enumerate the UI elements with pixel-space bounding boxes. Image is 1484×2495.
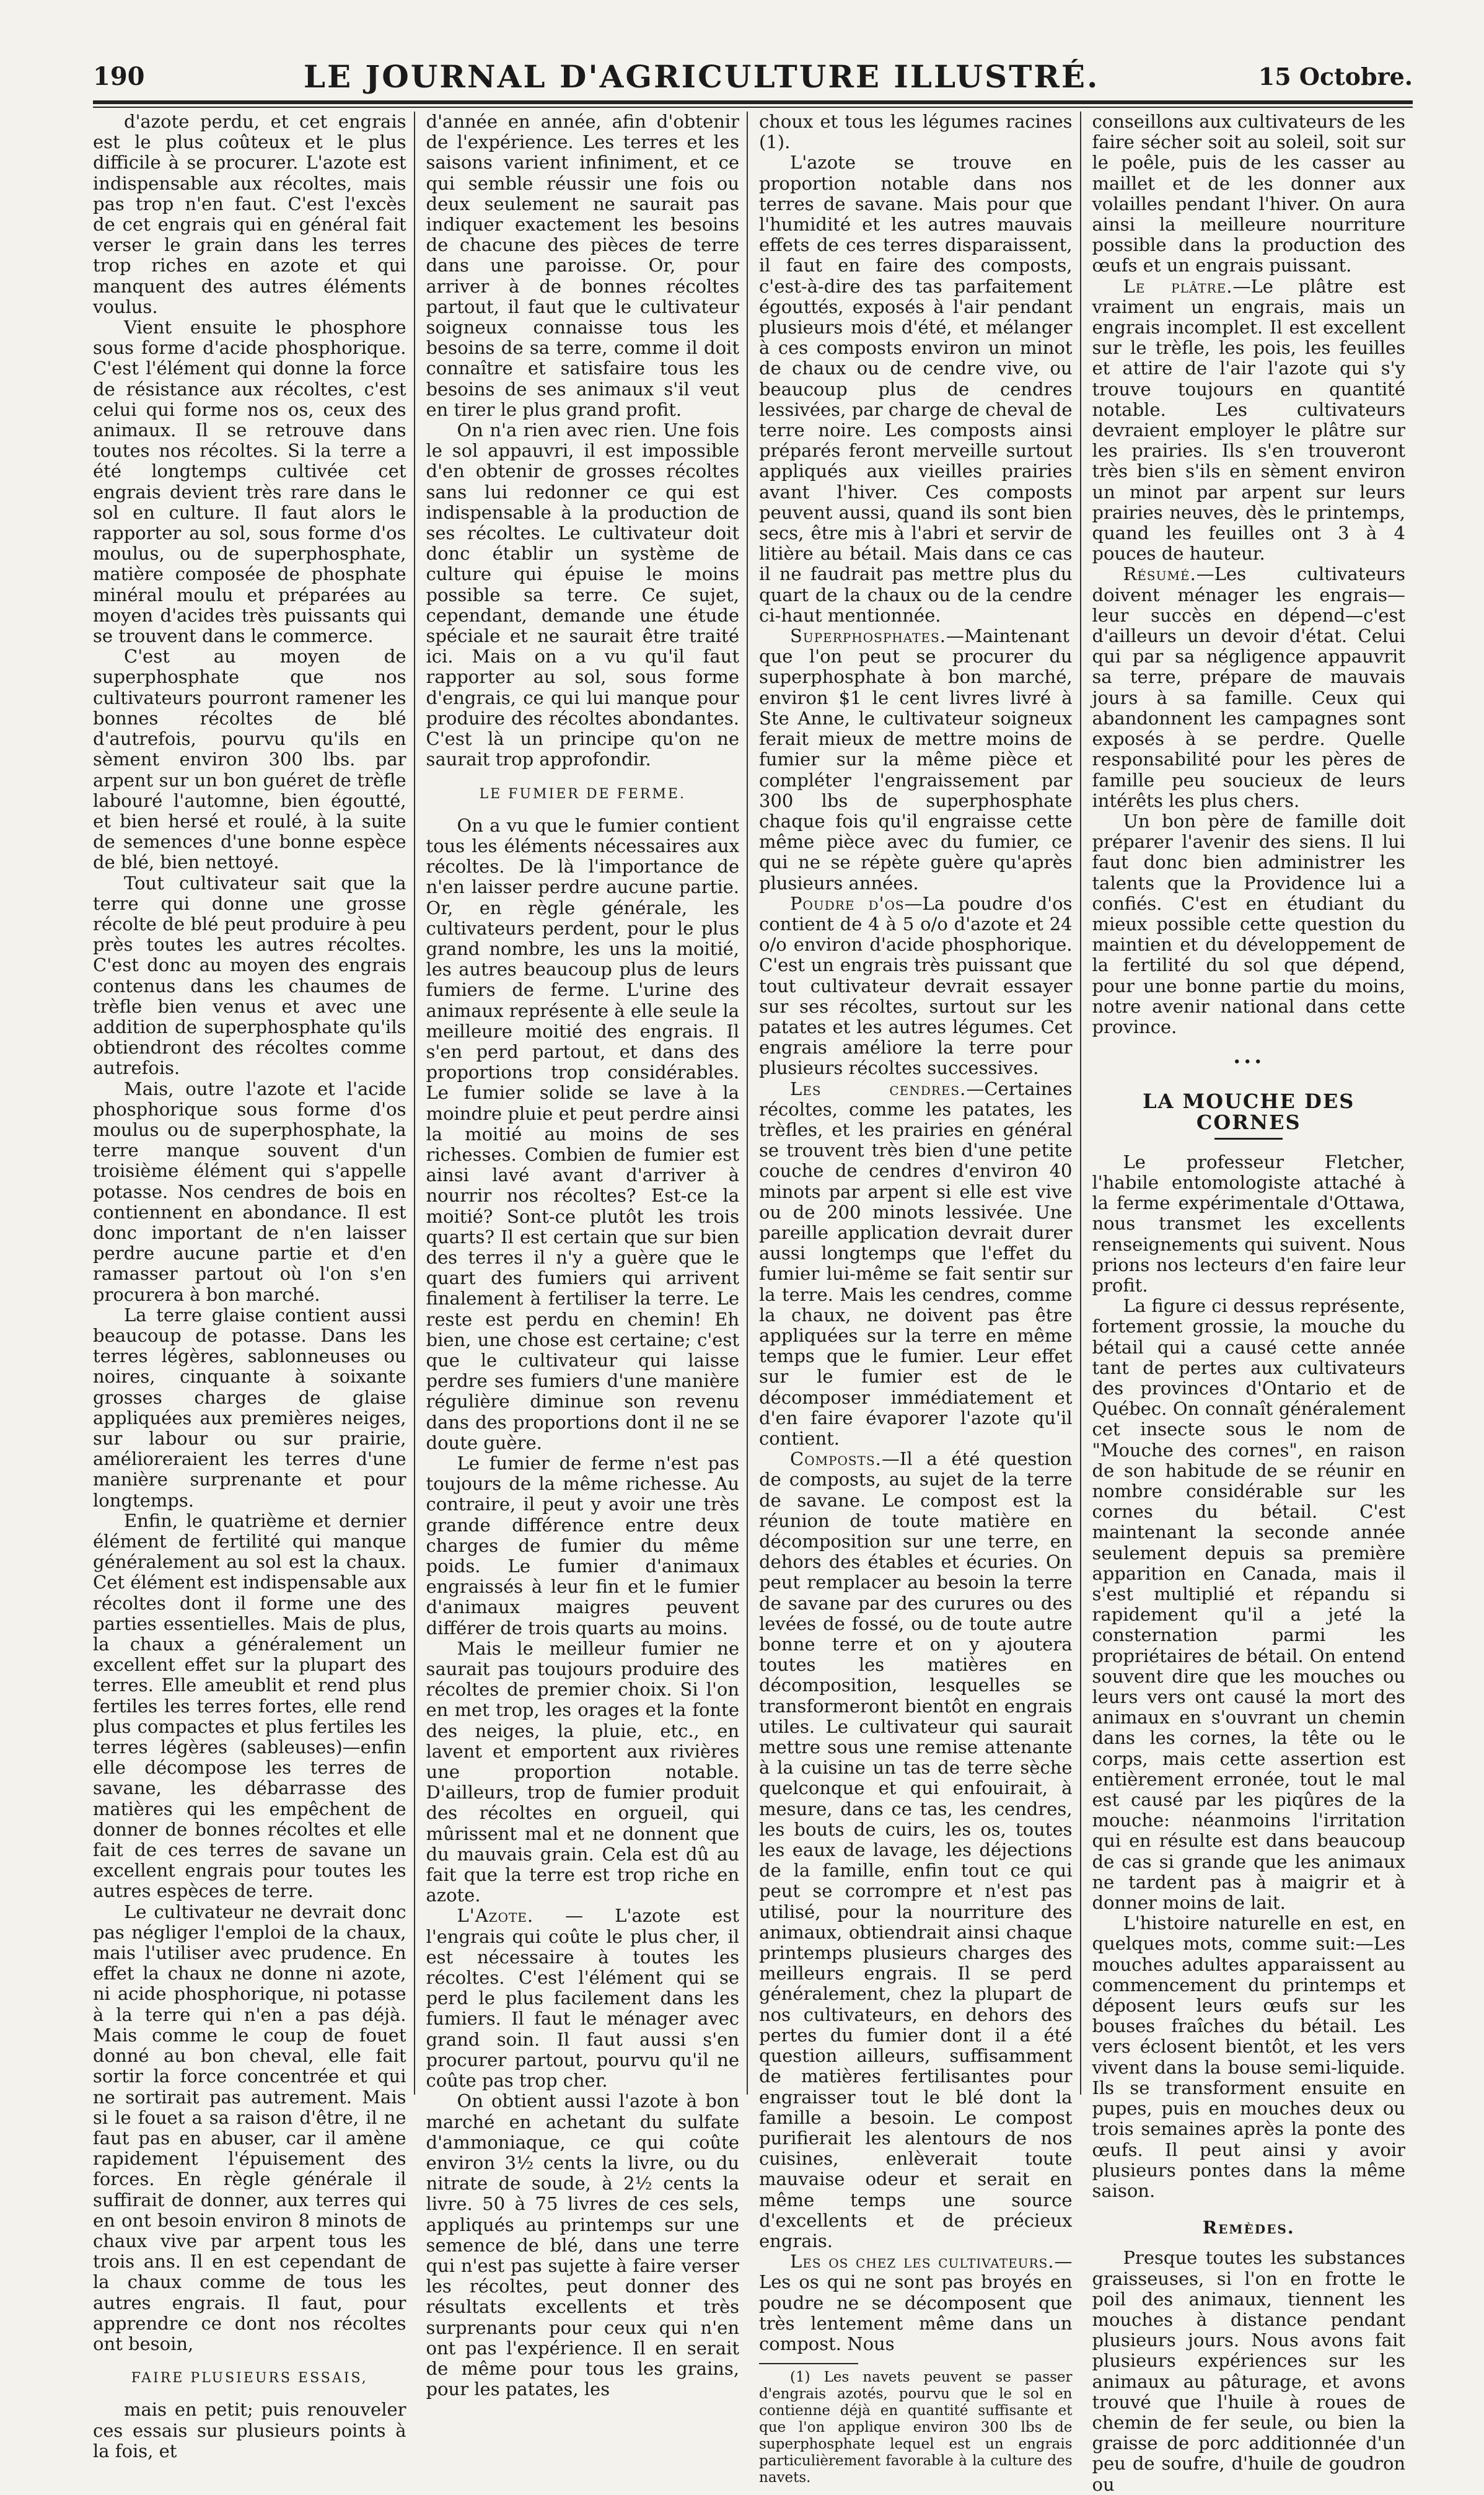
paragraph-text: —La poudre d'os contient de 4 à 5 o/o d'azote et 24 o/o environ d'acide phosphorique. C'est un engrais très puissant que tout cultivateur devrait essayer sur ses récoltes, surtout sur les patates et les autres légumes. Cet engrais améliore la terre pour plusieurs récoltes successives. — [759, 892, 1073, 1079]
run-in-heading: L'Azote. — [457, 1905, 534, 1927]
paragraph — [759, 1449, 1073, 2251]
paragraph: Un bon père de famille doit préparer l'avenir des siens. Il lui faut donc bien administrer les talents que la Providence lui a confiés. C'est en étudiant du mieux possible cette question du maintien et du développement de la fertilité du sol que dépend, pour une bonne partie du moins, notre avenir national dans cette province. — [1092, 810, 1405, 1037]
section-separator: ••• — [1232, 1055, 1265, 1071]
page-number: 190 — [93, 61, 145, 91]
header-rule — [93, 100, 1413, 104]
run-in-heading: Composts. — [790, 1448, 882, 1470]
paragraph: d'azote perdu, et cet engrais est le plus coûteux et le plus difficile à se procurer. L'azote est indispensable aux récoltes, mais pas trop n'en faut. C'est l'excès de cet engrais qui en général fait verser le grain dans les terres trop riches en azote et qui manquent des autres éléments voulus. — [93, 111, 406, 317]
column-1 — [93, 111, 415, 2462]
paragraph: Mais le meilleur fumier ne saurait pas toujours produire des récoltes de premier choix. Si l'on en met trop, les orages et la fonte des neiges, la pluie, etc., en lavent et emportent aux rivières une proportion notable. D'ailleurs, trop de fumier produit des récoltes en orgueil, qui mûrissent mal et ne donnent que du mauvais grain. Cela est dû au fait que la terre est trop riche en azote. — [426, 1637, 739, 1906]
paragraph — [759, 2251, 1073, 2354]
paragraph-text: —Il a été question de composts, au sujet de la terre de savane. Le compost est la réunion de toute matière en décomposition sur une terre, en dehors des étables et écuries. On peut remplacer au besoin la terre de savane par des curures ou des levées de fossé, ou de toute autre bonne terre et on y ajoutera toutes les matières en décomposition, lesquelles se transformeront bientôt en engrais utiles. Le cultivateur qui saurait mettre sous une remise attenante à la cuisine un tas de terre sèche quelconque et qui enfouirait, à mesure, dans ce tas, les cendres, les bouts de cuirs, les os, toutes les eaux de lavage, les déjections de la famille, enfin tout ce qui peut se corrompre et n'est pas utilisé, pour la nourriture des animaux, obtiendrait ainsi chaque printemps plusieurs charges des meilleurs engrais. Il se perd généralement, chez la plupart de nos cultivateurs, en dehors des pertes du fumier dont il a été question ailleurs, suffisamment de matières fertilisantes pour engraisser tout le blé dont la famille a besoin. Le compost purifierait les alentours de nos cuisines, enlèverait toute mauvaise odeur et serait en même temps une source d'excellents et de précieux engrais. — [759, 1448, 1073, 2251]
paragraph: mais en petit; puis renouveler ces essais sur plusieurs points à la fois, et — [93, 2399, 406, 2462]
paragraph: On n'a rien avec rien. Une fois le sol appauvri, il est impossible d'en obtenir de grosses récoltes sans lui redonner ce qui est indispensable à la production de ses récoltes. Le cultivateur doit donc établir un système de culture qui épuise le moins possible sa terre. Ce sujet, cependant, demande une étude spéciale et ne saurait être traité ici. Mais on a vu qu'il faut rapporter au sol, sous forme d'engrais, ce qui lui manque pour produire des récoltes abondantes. C'est là un principe qu'on ne saurait trop approfondir. — [426, 420, 739, 770]
paragraph: Enfin, le quatrième et dernier élément de fertilité qui manque généralement au sol est la chaux. Cet élément est indispensable aux récoltes dont il forme une des parties essentielles. Mais de plus, la chaux a généralement un excellent effet sur la plupart des terres. Elle ameublit et rend plus fertiles les terres fortes, elle rend plus compactes et plus fertiles les terres légères (sableuses)—enfin elle décompose les terres de savane, les débarrasse des matières qui les empêchent de donner de bonnes récoltes et elle fait de ces terres de savane un excellent engrais pour toutes les autres espèces de terre. — [93, 1510, 406, 1902]
paragraph: C'est au moyen de superphosphate que nos cultivateurs pourront ramener les bonnes récoltes de blé d'autrefois, pourvu qu'ils en sèment environ 300 lbs. par arpent sur un bon guéret de trèfle labouré l'automne, bien égoutté, et bien hersé et roulé, à la suite de semences d'une bonne espèce de blé, bien nettoyé. — [93, 646, 406, 873]
section-heading: LE FUMIER DE FERME. — [479, 786, 686, 802]
run-in-heading: Les cendres. — [790, 1078, 967, 1099]
footnote-rule — [759, 2363, 858, 2364]
paragraph — [759, 626, 1073, 894]
paragraph: On a vu que le fumier contient tous les éléments nécessaires aux récoltes. De là l'importance de n'en laisser perdre aucune partie. Or, en règle générale, les cultivateurs perdent, pour le plus grand nombre, les uns la moitié, les autres beaucoup plus de leurs fumiers de ferme. L'urine des animaux représente à elle seule la meilleure moitié des engrais. Il s'en perd partout, et dans des proportions trop considérables. Le fumier solide se lave à la moindre pluie et peut perdre ainsi la moitié au moins de ses richesses. Combien de fumier est ainsi lavé avant d'arriver à nourrir nos récoltes? Est-ce la moitié? Sont-ce plutôt les trois quarts? Il est certain que sur bien des terres il n'y a guère que le quart des fumiers qui arrivent finalement à fertiliser la terre. Le reste est perdu en chemin! Eh bien, une chose est certaine; c'est que le cultivateur qui laisse perdre ses fumiers d'une manière régulière diminue son revenu dans des proportions dont il ne se doute guère. — [426, 814, 739, 1453]
run-in-heading: Résumé. — [1123, 563, 1196, 585]
paragraph — [426, 1906, 740, 2091]
run-in-heading: Les os chez les cultivateurs. — [790, 2251, 1055, 2273]
paragraph: On obtient aussi l'azote à bon marché en achetant du sulfate d'ammoniaque, ce qui coûte environ 3½ cents la livre, ou du nitrate de soude, à 2½ cents la livre. 50 à 75 livres de ces sels, appliqués au printemps sur une semence de blé, dans une terre qui n'est pas sujette à faire verser les récoltes, peut donner des résultats excellents et très surprenants pour ceux qui n'en ont pas l'expérience. Il en serait de même pour tous les grains, pour les patates, les — [426, 2090, 739, 2400]
paragraph: Le fumier de ferme n'est pas toujours de la même richesse. Au contraire, il peut y avoir une très grande différence entre deux charges de fumier du même poids. Le fumier d'animaux engraissés à leur fin et le fumier d'animaux maigres peuvent différer de trois quarts au moins. — [426, 1453, 739, 1639]
article-headline: LA MOUCHE DES CORNES — [1143, 1089, 1355, 1134]
page-header — [93, 55, 1413, 98]
paragraph: choux et tous les légumes racines (1). — [759, 111, 1073, 153]
paragraph-text: —Le plâtre est vraiment un engrais, mais un engrais incomplet. Il est excellent sur le trèfle, les pois, les feuilles et attire de l'air l'azote qui s'y trouve toujours en quantité notable. Les cultivateurs devraient employer le plâtre sur les prairies. Ils s'en trouveront très bien s'ils en sèment environ un minot par arpent sur leurs prairies neuves, dès le printemps, quand les feuilles ont 3 à 4 pouces de hauteur. — [1092, 275, 1405, 565]
paragraph: conseillons aux cultivateurs de les faire sécher soit au soleil, soit sur le poêle, puis de les casser au maillet et de les donner aux volailles pendant l'hiver. On aura ainsi la meilleure nourriture possible dans la production des œufs et un engrais puissant. — [1092, 111, 1405, 276]
run-in-heading: Superphosphates. — [790, 625, 946, 647]
subsection-heading: Remèdes. — [1202, 2217, 1295, 2238]
column-2 — [426, 111, 749, 2400]
paragraph: Presque toutes les substances graisseuses, si l'on en frotte le poil des animaux, tiennent les mouches à distance pendant plusieurs jours. Nous avons fait plusieurs expériences sur les animaux au pâturage, et avons trouvé que l'huile à roues de chemin de fer seule, ou bien la graisse de porc additionnée d'un peu de soufre, d'huile de goudron ou — [1092, 2247, 1405, 2495]
section-heading: FAIRE PLUSIEURS ESSAIS, — [131, 2370, 368, 2387]
paragraph — [1092, 276, 1406, 565]
paragraph — [759, 1079, 1073, 1450]
run-in-heading: Le plâtre. — [1123, 275, 1233, 297]
paragraph: La figure ci dessus représente, fortement grossie, la mouche du bétail qui a causé cette année tant de pertes aux cultivateurs des provinces d'Ontario et de Québec. On connaît généralement cet insecte sous le nom de "Mouche des cornes", en raison de son habitude de se réunir en nombre considérable sur les cornes du bétail. C'est maintenant la seconde année seulement depuis sa première apparition en Canada, mais il s'est multiplié et répandu si rapidement qu'il a jeté la consternation parmi les propriétaires de bétail. On entend souvent dire que les mouches ou leurs vers ont causé la mort des animaux en s'ouvrant un chemin dans les cornes, la tête ou le corps, mais cette assertion est entièrement erronée, tout le mal est causé par les piqûres de la mouche: néanmoins l'irritation qui en résulte est dans beaucoup de cas si grande que les animaux ne tardent pas à maigrir et à donner moins de lait. — [1092, 1295, 1405, 1914]
paragraph: Vient ensuite le phosphore sous forme d'acide phosphorique. C'est l'élément qui donne la force de résistance aux récoltes, c'est celui qui forme nos os, ceux des animaux. Il se retrouve dans toutes nos récoltes. Si la terre a été longtemps cultivée cet engrais devient très rare dans le sol en culture. Il faut alors le rapporter au sol, sous forme d'os moulus, ou de superphosphate, matière composée de phosphate minéral moulu et préparées au moyen d'acides très puissants qui se trouvent dans le commerce. — [93, 317, 406, 647]
paragraph: La terre glaise contient aussi beaucoup de potasse. Dans les terres légères, sablonneuses ou noires, cinquante à soixante grosses charges de glaise appliquées aux premières neiges, sur labour ou sur prairie, amélioreraient les terres d'une manière surprenante et pour longtemps. — [93, 1304, 406, 1511]
paragraph: Le cultivateur ne devrait donc pas négliger l'emploi de la chaux, mais l'utiliser avec prudence. En effet la chaux ne donne ni azote, ni acide phosphorique, ni potasse à la terre qui n'en a pas déjà. Mais comme le coup de fouet donné au bon cheval, elle fait sortir la force concentrée et qui ne sortirait pas autrement. Mais si le fouet a sa raison d'être, il ne faut pas en abuser, car il amène rapidement l'épuisement des forces. En règle générale il suffirait de donner, aux terres qui en ont besoin environ 8 minots de chaux vive par arpent tous les trois ans. Il en est cependant de la chaux comme de tous les autres engrais. Il faut, pour apprendre ce dont nos récoltes ont besoin, — [93, 1901, 406, 2354]
paragraph: Le professeur Fletcher, l'habile entomologiste attaché à la ferme expérimentale d'Ottawa, nous transmet les excellents renseignements qui suivent. Nous prions nos lecteurs d'en faire leur profit. — [1092, 1151, 1405, 1296]
paragraph: d'année en année, afin d'obtenir de l'expérience. Les terres et les saisons varient infiniment, et ce qui semble réussir une fois ou deux seulement ne saurait pas indiquer exactement les besoins de chacune des pièces de terre dans une paroisse. Or, pour arriver à de bonnes récoltes partout, il faut que le cultivateur soigneux connaisse tous les besoins de sa terre, comme il doit connaître et satisfaire tous les besoins de ses animaux s'il veut en tirer le plus grand profit. — [426, 111, 739, 420]
run-in-heading: Poudre d'os — [790, 892, 905, 914]
column-3 — [759, 111, 1081, 2486]
paragraph-text: —Certaines récoltes, comme les patates, les trèfles, et les prairies en général se trouvent très bien d'une petite couche de cendres d'environ 40 minots par arpent si elle est vive ou de 200 minots lessivée. Une pareille application devrait durer aussi longtemps que l'effet du fumier lui-même se fait sentir sur la terre. Mais les cendres, comme la chaux, ne doivent pas être appliquées sur la terre en même temps que le fumier. Leur effet sur le fumier est de le décomposer immédiatement et d'en faire évaporer l'azote qu'il contient. — [759, 1078, 1073, 1449]
paragraph — [759, 894, 1073, 1079]
column-4 — [1092, 111, 1413, 2495]
article-columns — [93, 111, 1413, 2495]
paragraph: L'histoire naturelle en est, en quelques mots, comme suit:—Les mouches adultes apparaissent au commencement du printemps et déposent leurs œufs sur les bouses fraîches du bétail. Les vers éclosent bientôt, et les vers vivent dans la bouse semi-liquide. Ils se transforment ensuite en pupes, puis en mouches deux ou trois semaines après la ponte des œufs. Il peut ainsi y avoir plusieurs pontes dans la même saison. — [1092, 1912, 1405, 2201]
paragraph-text: —Les os qui ne sont pas broyés en poudre ne se décomposent que très lentement même dans un compost. Nous — [759, 2251, 1073, 2354]
paragraph-text: — L'azote est l'engrais qui coûte le plus cher, il est nécessaire à toutes les récoltes. C'est l'élément qui se perd le plus facilement dans les fumiers. Il faut le ménager avec grand soin. Il faut aussi s'en procurer partout, pourvu qu'il ne coûte pas trop cher. — [426, 1905, 739, 2092]
journal-title: LE JOURNAL D'AGRICULTURE ILLUSTRÉ. — [303, 58, 1100, 95]
header-rule-thin — [93, 107, 1413, 108]
footnote: (1) Les navets peuvent se passer d'engrais azotés, pourvu que le sol en contienne déjà en quantité suffisante et que l'on applique environ 300 lbs de superphosphate lequel est un engrais particulièrement favorable à la culture des navets. — [759, 2369, 1073, 2486]
paragraph-text: —Maintenant que l'on peut se procurer du superphosphate à bon marché, environ $1 le cent livres livré à Ste Anne, le cultivateur soigneux ferait mieux de mettre moins de fumier sur la même pièce et compléter l'engraissement par 300 lbs de superphosphate chaque fois qu'il engraisse cette même pièce avec du fumier, ce qui ne se répète guère qu'après plusieurs années. — [759, 625, 1073, 894]
paragraph: Mais, outre l'azote et l'acide phosphorique sous forme d'os moulus ou de superphosphate, la terre manque souvent d'un troisième élément qui s'appelle potasse. Nos cendres de bois en contiennent en abondance. Il est donc important de n'en laisser perdre aucune partie et d'en ramasser partout où l'on s'en procurera à bon marché. — [93, 1078, 406, 1305]
issue-date: 15 Octobre. — [1258, 62, 1413, 90]
headline-rule — [1214, 1138, 1283, 1140]
paragraph — [1092, 564, 1406, 811]
paragraph-text: —Les cultivateurs doivent ménager les engrais—leur succès en dépend—c'est d'ailleurs un devoir d'état. Celui qui par sa négligence appauvrit sa terre, prépare de mauvais jours à sa famille. Ceux qui abandonnent les campagnes sont exposés à se perdre. Quelle responsabilité pour les pères de famille peu soucieux de leurs intérêts les plus chers. — [1092, 563, 1405, 811]
paragraph: Tout cultivateur sait que la terre qui donne une grosse récolte de blé peut produire à peu près toutes les autres récoltes. C'est donc au moyen des engrais contenus dans les chaumes de trèfle bien venus et avec une addition de superphosphate qu'ils obtiendront des récoltes comme autrefois. — [93, 872, 406, 1079]
paragraph: L'azote se trouve en proportion notable dans nos terres de savane. Mais pour que l'humidité et les autres mauvais effets de ces terres disparaissent, il faut en faire des composts, c'est-à-dire des tas parfaitement égouttés, exposés à l'air pendant plusieurs mois d'été, et mélanger à ces composts environ un minot de chaux ou de cendre vive, ou beaucoup plus de cendres lessivées, par charge de cheval de terre noire. Les composts ainsi préparés feront merveille surtout appliqués aux vieilles prairies avant l'hiver. Ces composts peuvent aussi, quand ils sont bien secs, être mis à l'abri et servir de litière au bétail. Mais dans ce cas il ne faudrait pas mettre plus du quart de la chaux ou de la cendre ci-haut mentionnée. — [759, 152, 1073, 626]
